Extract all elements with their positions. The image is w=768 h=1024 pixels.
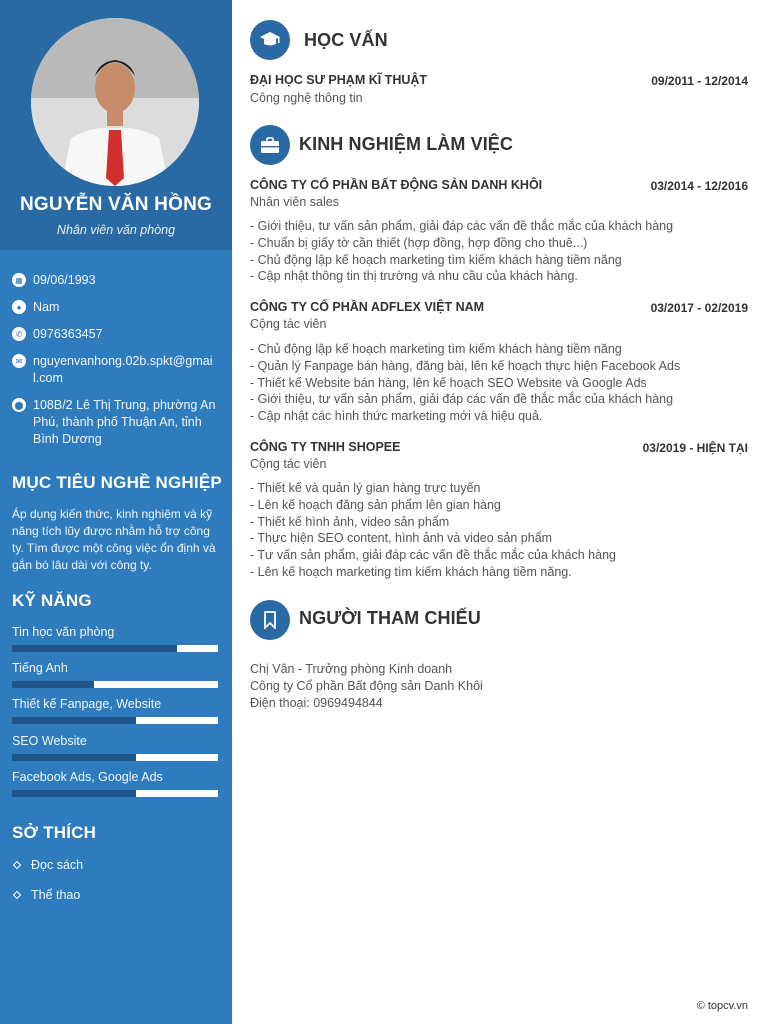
skill-label: SEO Website: [12, 734, 87, 748]
contact-phone[interactable]: [12, 326, 218, 343]
objective-heading: MỤC TIÊU NGHỀ NGHIỆP: [12, 473, 222, 492]
phone-icon: ✆: [12, 327, 26, 341]
school-name: ĐẠI HỌC SƯ PHẠM KĨ THUẬT: [250, 73, 428, 87]
skill-label: Tiếng Anh: [12, 661, 68, 675]
email-icon: ✉: [12, 354, 26, 368]
location-icon: ⬤: [12, 398, 26, 412]
contact-gender: [12, 299, 218, 316]
contact-text: 09/06/1993: [33, 273, 96, 287]
hobby-item: [14, 858, 83, 872]
calendar-icon: ▦: [12, 273, 26, 287]
job-position: Cộng tác viên: [250, 317, 327, 331]
reference-line: Công ty Cổ phần Bất động sản Danh Khôi: [250, 679, 483, 693]
contact-email[interactable]: [12, 353, 218, 387]
reference-line: Chị Vân - Trưởng phòng Kinh doanh: [250, 662, 453, 676]
reference-heading: NGƯỜI THAM CHIẾU: [299, 608, 481, 628]
skills-heading: KỸ NĂNG: [12, 591, 92, 610]
contact-text: nguyenvanhong.02b.spkt@gmail.com: [33, 354, 213, 385]
avatar: [31, 18, 199, 186]
graduation-cap-icon: [250, 20, 290, 60]
contact-dob: [12, 272, 218, 289]
skill-label: Thiết kế Fanpage, Website: [12, 697, 162, 711]
job-bullets: - Thiết kế và quản lý gian hàng trực tuyến - Lên kế hoạch đăng sản phẩm lên gian hàng - Thiết kế hình ảnh, video sản phẩm - Thực hiện SEO content, hình ảnh và video sản phẩm - Tư vấn sản phẩm, giải đáp các vấn đề thắc mắc của khách hàng - Lên kế hoạch marketing tìm kiếm khách hàng tiềm năng.: [250, 481, 616, 579]
skill-bar: [12, 790, 218, 797]
contact-text: Nam: [33, 300, 60, 314]
reference-line: Điện thoại: 0969494844: [250, 696, 383, 710]
job-company: CÔNG TY TNHH SHOPEE: [250, 440, 401, 454]
experience-heading: KINH NGHIỆM LÀM VIỆC: [299, 134, 514, 154]
skill-fill: [12, 717, 136, 724]
skill-bar: [12, 717, 218, 724]
sidebar: [0, 0, 232, 1024]
footer-credit[interactable]: © topcv.vn: [696, 1000, 748, 1012]
diamond-bullet-icon: [13, 861, 21, 869]
job-dates: 03/2017 - 02/2019: [650, 301, 748, 315]
contact-address: [12, 397, 218, 448]
objective-text: Áp dụng kiến thức, kinh nghiệm và kỹ năng tích lũy được nhằm hỗ trợ công ty. Tìm được một công việc ổn định và gắn bó lâu dài với công ty.: [12, 507, 216, 572]
job-company: CÔNG TY CỔ PHẦN ADFLEX VIỆT NAM: [250, 300, 485, 314]
skill-fill: [12, 790, 136, 797]
gender-icon: ●: [12, 300, 26, 314]
skill-label: Tin học văn phòng: [12, 625, 115, 639]
profile-name: NGUYỄN VĂN HỒNG: [20, 194, 212, 215]
hobbies-heading: SỞ THÍCH: [12, 823, 97, 842]
job-dates: 03/2019 - HIỆN TẠI: [642, 441, 748, 455]
contact-text: 108B/2 Lê Thị Trung, phường An Phú, thành phố Thuận An, tỉnh Bình Dương: [33, 398, 216, 446]
hobby-text: Đọc sách: [31, 858, 84, 872]
skill-bar: [12, 754, 218, 761]
education-heading: HỌC VẤN: [304, 30, 388, 50]
job-position: Cộng tác viên: [250, 457, 327, 471]
bookmark-icon: [250, 600, 290, 640]
skill-fill: [12, 754, 136, 761]
briefcase-icon: [250, 125, 290, 165]
skill-bar: [12, 681, 218, 688]
contact-text: 0976363457: [33, 327, 103, 341]
skill-label: Facebook Ads, Google Ads: [12, 770, 163, 784]
skill-fill: [12, 645, 177, 652]
skill-fill: [12, 681, 94, 688]
job-bullets: - Giới thiệu, tư vấn sản phẩm, giải đáp các vấn đề thắc mắc của khách hàng - Chuẩn bị giấy tờ cần thiết (hợp đồng, hợp đồng cho thuê...) - Chủ động lập kế hoạch marketing tìm kiếm khách hàng tiềm năng - Cập nhật thông tin thị trường và nhu cầu của khách hàng.: [250, 219, 674, 284]
job-bullets: - Chủ động lập kế hoạch marketing tìm kiếm khách hàng tiềm năng - Quản lý Fanpage bán hàng, đăng bài, lên kế hoạch thực hiện Facebook Ads - Thiết kế Website bán hàng, lên kế hoạch SEO Website và Google Ads - Giới thiệu, tư vấn sản phẩm, giải đáp các vấn đề thắc mắc của khách hàng - Cập nhật các hình thức marketing mới và hiệu quả.: [250, 342, 681, 424]
job-company: CÔNG TY CỔ PHẦN BẤT ĐỘNG SẢN DANH KHÔI: [250, 178, 543, 192]
education-dates: 09/2011 - 12/2014: [651, 74, 748, 88]
profile-role: Nhân viên văn phòng: [56, 223, 176, 237]
education-major: Công nghệ thông tin: [250, 91, 363, 105]
hobby-item: [14, 888, 80, 902]
hobby-text: Thể thao: [31, 888, 81, 902]
job-dates: 03/2014 - 12/2016: [650, 179, 748, 193]
diamond-bullet-icon: [13, 891, 21, 899]
skill-bar: [12, 645, 218, 652]
job-position: Nhân viên sales: [250, 195, 339, 209]
